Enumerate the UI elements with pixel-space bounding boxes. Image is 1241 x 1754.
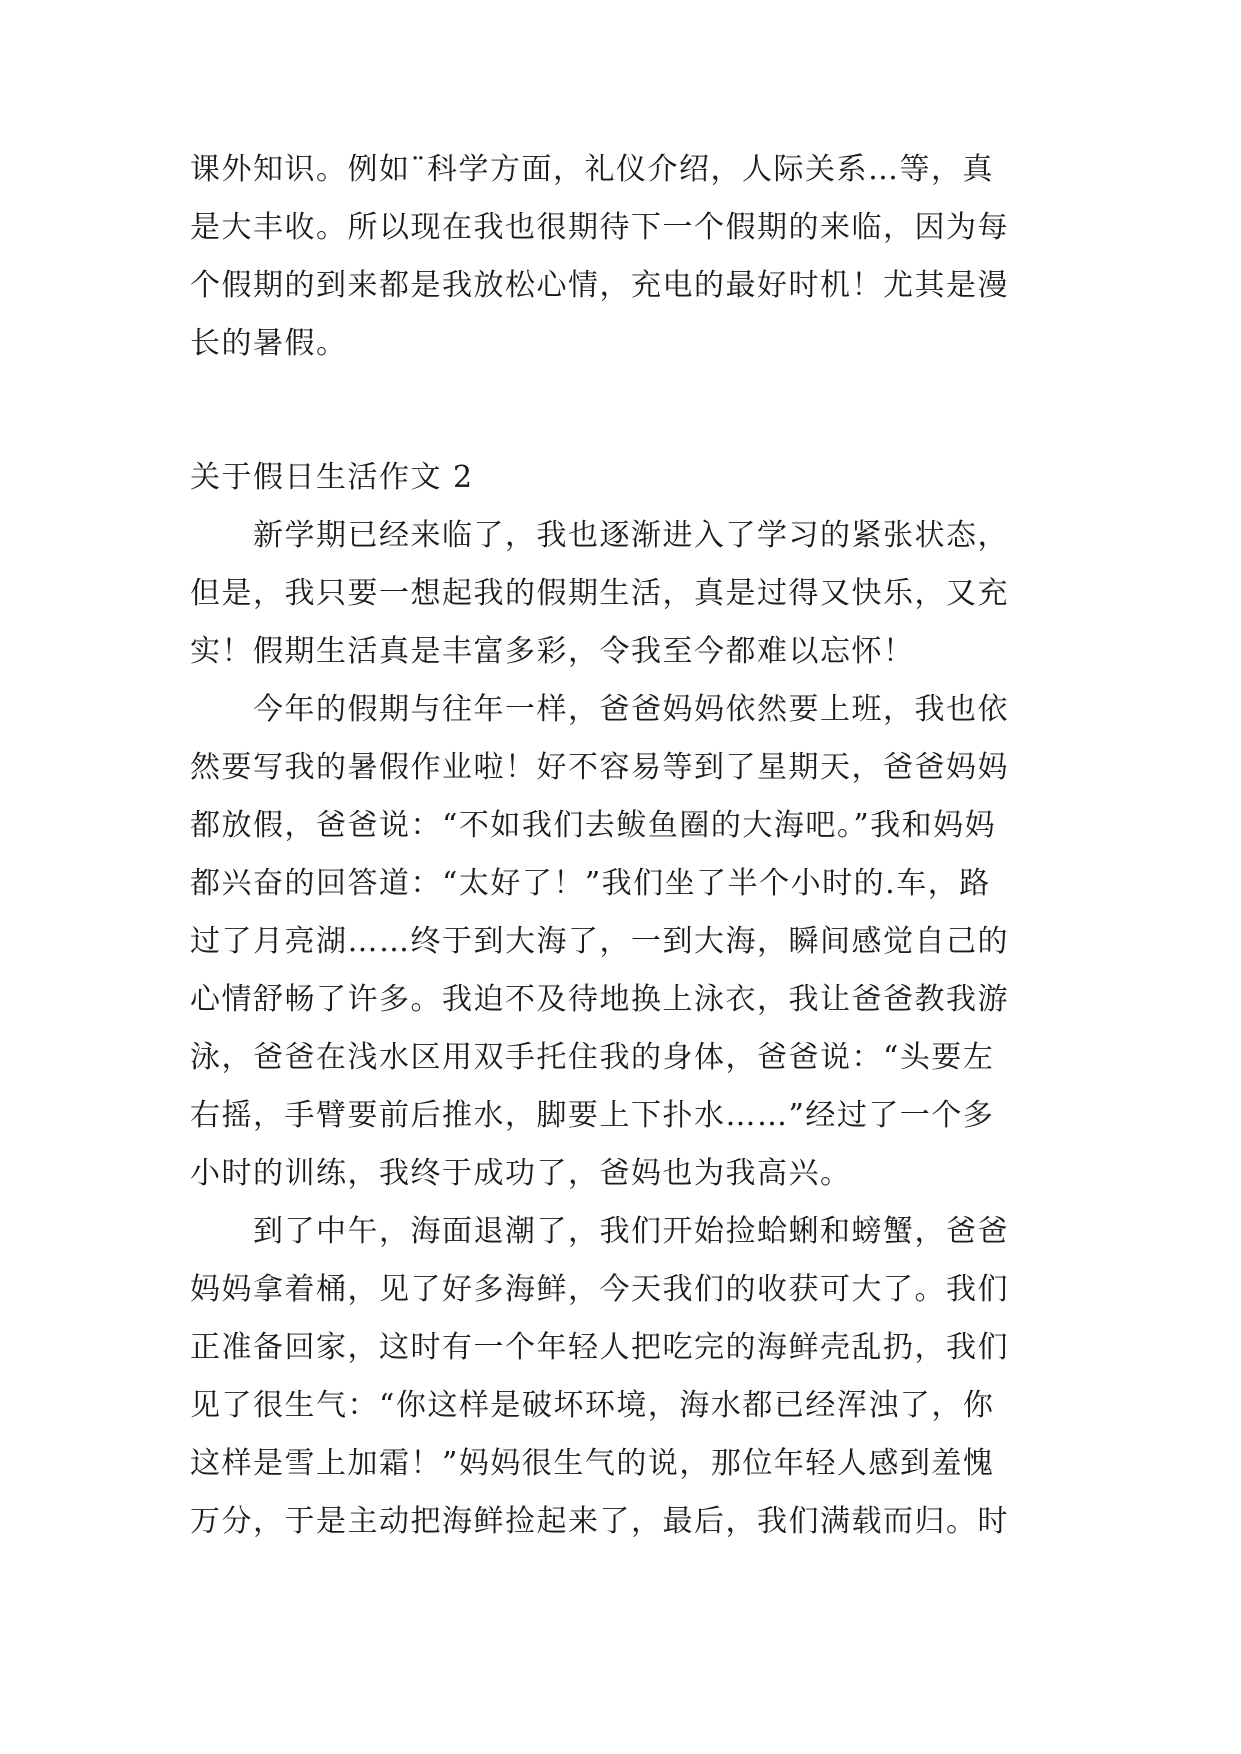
- paragraph-line: 都放假，爸爸说：“不如我们去鲅鱼圈的大海吧。”我和妈妈: [190, 808, 997, 843]
- paragraph-line: 新学期已经来临了，我也逐渐进入了学习的紧张状态，: [190, 518, 1009, 553]
- paragraph-line: 都兴奋的回答道：“太好了！”我们坐了半个小时的.车，路: [190, 866, 991, 901]
- text-line: 长的暑假。: [190, 326, 348, 361]
- paragraph-line: 小时的训练，我终于成功了，爸妈也为我高兴。: [190, 1156, 852, 1191]
- paragraph-line: 实！假期生活真是丰富多彩，令我至今都难以忘怀！: [190, 634, 915, 669]
- text-line: 个假期的到来都是我放松心情，充电的最好时机！尤其是漫: [190, 268, 1009, 303]
- paragraph-line: 到了中午，海面退潮了，我们开始捡蛤蜊和螃蟹，爸爸: [190, 1214, 1009, 1249]
- paragraph-line: 然要写我的暑假作业啦！好不容易等到了星期天，爸爸妈妈: [190, 750, 1009, 785]
- paragraph-line: 泳，爸爸在浅水区用双手托住我的身体，爸爸说：“头要左: [190, 1040, 995, 1075]
- paragraph-line: 万分，于是主动把海鲜捡起来了，最后，我们满载而归。时: [190, 1504, 1009, 1539]
- paragraph-line: 这样是雪上加霜！”妈妈很生气的说，那位年轻人感到羞愧: [190, 1446, 995, 1481]
- text-line: 是大丰收。所以现在我也很期待下一个假期的来临，因为每: [190, 210, 1009, 245]
- paragraph-line: 今年的假期与往年一样，爸爸妈妈依然要上班，我也依: [190, 692, 1009, 727]
- paragraph-line: 妈妈拿着桶，见了好多海鲜，今天我们的收获可大了。我们: [190, 1272, 1009, 1307]
- paragraph-line: 见了很生气：“你这样是破坏环境，海水都已经浑浊了，你: [190, 1388, 995, 1423]
- paragraph-line: 过了月亮湖……终于到大海了，一到大海，瞬间感觉自己的: [190, 924, 1009, 959]
- paragraph-line: 正准备回家，这时有一个年轻人把吃完的海鲜壳乱扔，我们: [190, 1330, 1009, 1365]
- paragraph-line: 右摇，手臂要前后推水，脚要上下扑水……”经过了一个多: [190, 1098, 995, 1133]
- text-line: 课外知识。例如¨科学方面，礼仪介绍，人际关系…等，真: [190, 152, 994, 187]
- section-heading: 关于假日生活作文 2: [190, 460, 474, 495]
- paragraph-line: 但是，我只要一想起我的假期生活，真是过得又快乐，又充: [190, 576, 1009, 611]
- paragraph-line: 心情舒畅了许多。我迫不及待地换上泳衣，我让爸爸教我游: [190, 982, 1009, 1017]
